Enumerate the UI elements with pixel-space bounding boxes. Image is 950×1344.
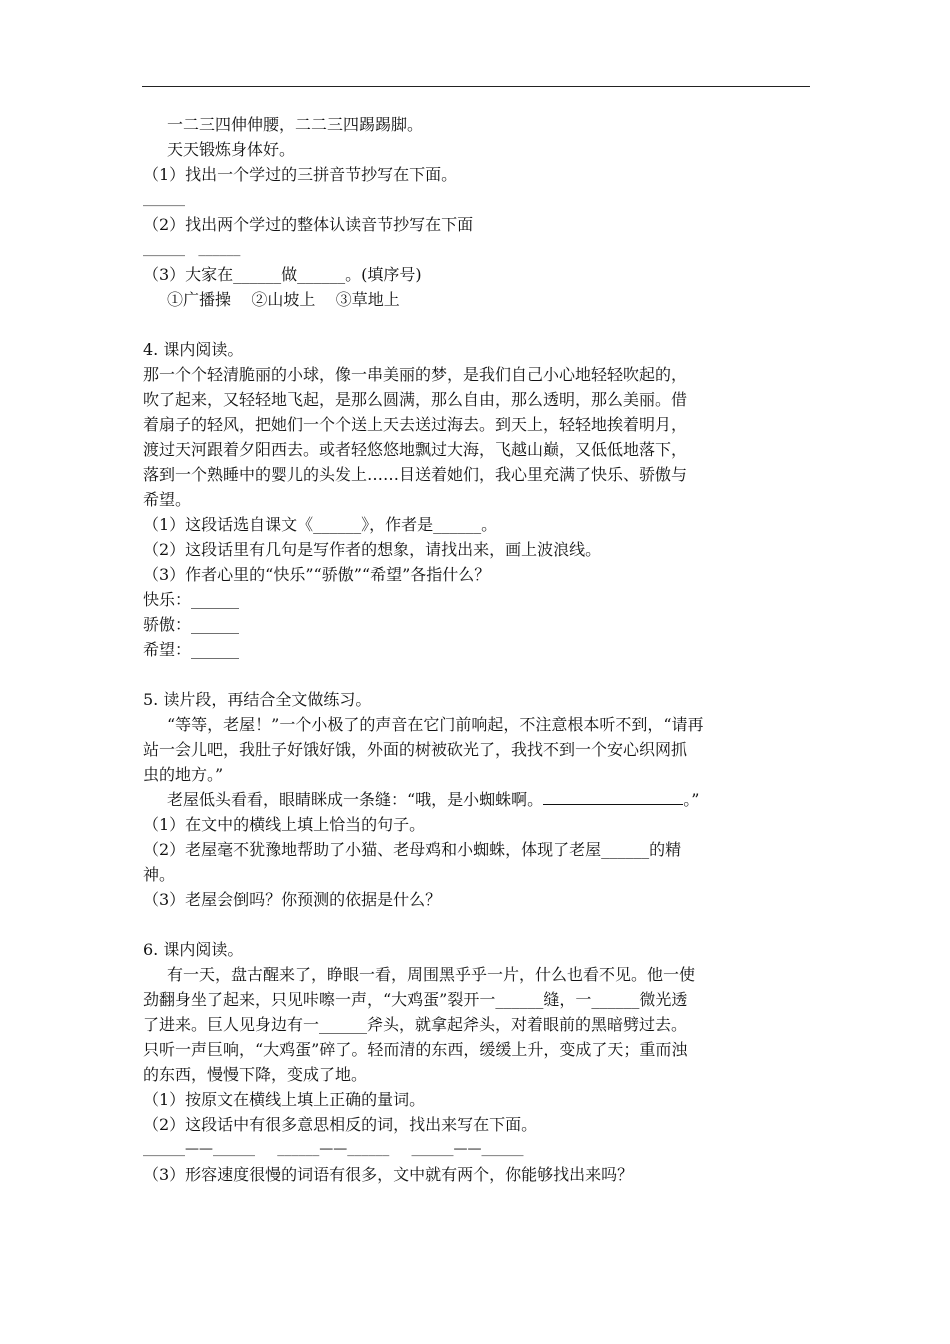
s4-passage-line: 希望。 (143, 490, 192, 509)
s6-passage-line: 的东西，慢慢下降，变成了地。 (143, 1065, 368, 1084)
rhyme-answer-1: ______ (143, 191, 185, 207)
section-gap (143, 312, 813, 337)
rhyme-line-1: 一二三四伸伸腰，二二三四踢踢脚。 (167, 115, 424, 134)
s5-question-1: （1）在文中的横线上填上恰当的句子。 (143, 815, 426, 834)
s5-question-3: （3）老屋会倒吗？你预测的依据是什么？ (143, 890, 442, 909)
s6-answer-2: ______——______ ______——______ ______——______ (143, 1141, 524, 1157)
s4-answer-hope: 希望：______ (143, 640, 240, 659)
worksheet-page (143, 112, 813, 1187)
s5-passage-line-4 (143, 787, 813, 812)
s4-passage-line: 落到一个熟睡中的婴儿的头发上……目送着她们，我心里充满了快乐、骄傲与 (143, 465, 688, 484)
s6-question-1: （1）按原文在横线上填上正确的量词。 (143, 1090, 426, 1109)
s5-question-2-cont: 神。 (143, 865, 176, 884)
s5-question-2: （2）老屋毫不犹豫地帮助了小猫、老母鸡和小蜘蛛，体现了老屋______的精 (143, 840, 682, 859)
s4-question-3: （3）作者心里的“快乐”“骄傲”“希望”各指什么？ (143, 565, 491, 584)
rhyme-options: ①广播操 ②山坡上 ③草地上 (167, 290, 400, 309)
s4-question-2: （2）这段话里有几句是写作者的想象，请找出来，画上波浪线。 (143, 540, 602, 559)
section-gap (143, 662, 813, 687)
section-gap (143, 912, 813, 937)
section-5-title: 5. 读片段，再结合全文做练习。 (143, 690, 372, 709)
s6-passage-line: 只听一声巨响，“大鸡蛋”碎了。轻而清的东西，缓缓上升，变成了天；重而浊 (143, 1040, 688, 1059)
s6-passage-line: 有一天，盘古醒来了，睁眼一看，周围黑乎乎一片，什么也看不见。他一使 (167, 965, 696, 984)
rhyme-question-2: （2）找出两个学过的整体认读音节抄写在下面 (143, 215, 474, 234)
s4-passage-line: 渡过天河跟着夕阳西去。或者轻悠悠地飘过大海，飞越山巅，又低低地落下， (143, 440, 688, 459)
s4-answer-joy: 快乐：______ (143, 590, 240, 609)
s5-passage-line: “等等，老屋！”一个小极了的声音在它门前响起，不注意根本听不到，“请再 (167, 715, 704, 734)
rhyme-line-2: 天天锻炼身体好。 (167, 140, 296, 159)
s4-passage-line: 那一个个轻清脆丽的小球，像一串美丽的梦，是我们自己小心地轻轻吹起的， (143, 365, 688, 384)
rhyme-question-3: （3）大家在______做______。(填序号) (143, 265, 422, 284)
s6-question-3: （3）形容速度很慢的词语有很多，文中就有两个，你能够找出来吗？ (143, 1165, 634, 1184)
section-6-title: 6. 课内阅读。 (143, 940, 244, 959)
rhyme-question-1: （1）找出一个学过的三拼音节抄写在下面。 (143, 165, 458, 184)
s4-passage-line: 吹了起来，又轻轻地飞起，是那么圆满，那么自由，那么透明，那么美丽。借 (143, 390, 688, 409)
s4-question-1: （1）这段话选自课文《______》，作者是______。 (143, 515, 498, 534)
fill-in-line[interactable] (543, 789, 683, 805)
rhyme-answer-2: ______ ______ (143, 241, 241, 257)
s4-passage-line: 着扇子的轻风，把她们一个个送上天去送过海去。到天上，轻轻地挨着明月， (143, 415, 688, 434)
s6-question-2: （2）这段话中有很多意思相反的词，找出来写在下面。 (143, 1115, 538, 1134)
header-rule (142, 86, 810, 87)
s5-line4-end: 。” (683, 790, 700, 809)
s6-passage-line: 了进来。巨人见身边有一______斧头，就拿起斧头，对着眼前的黑暗劈过去。 (143, 1015, 688, 1034)
s6-passage-line: 劲翻身坐了起来，只见咔嚓一声，“大鸡蛋”裂开一______缝，一______微光透 (143, 990, 688, 1009)
s4-answer-pride: 骄傲：______ (143, 615, 240, 634)
s5-passage-line: 虫的地方。” (143, 765, 224, 784)
section-4-title: 4. 课内阅读。 (143, 340, 244, 359)
s5-passage-line: 站一会儿吧，我肚子好饿好饿，外面的树被砍光了，我找不到一个安心织网抓 (143, 740, 688, 759)
s5-line4-text: 老屋低头看看，眼睛眯成一条缝：“哦，是小蜘蛛啊。 (167, 790, 544, 809)
